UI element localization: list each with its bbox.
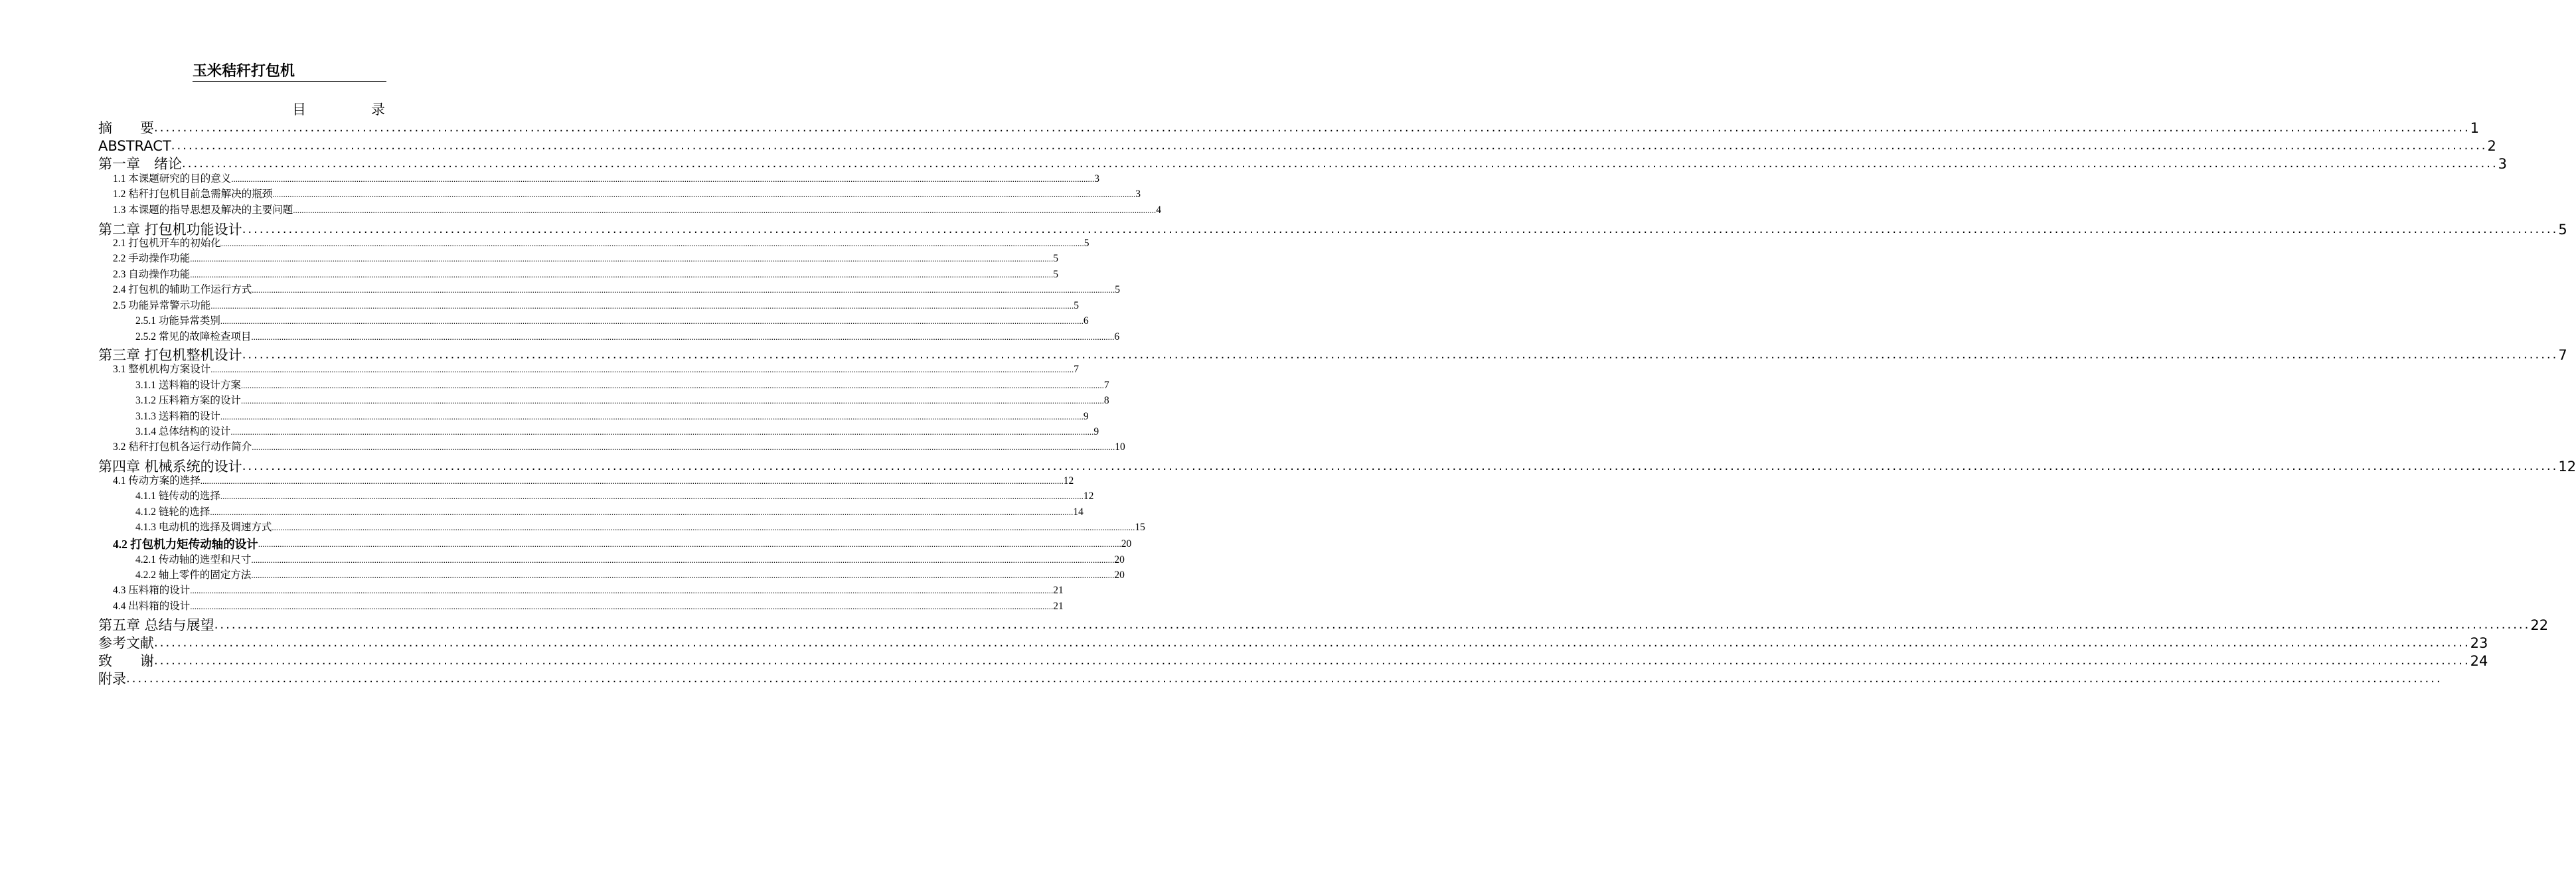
toc-page-number: 3 — [1135, 188, 1141, 200]
toc-entry-label: 4.4 出料箱的设计 — [113, 601, 191, 612]
toc-dot-leader: ................................................................................................................................................................................................................................................................................................................................................................................................................ — [190, 601, 1054, 611]
toc-dot-leader: ................................................................................................................................................................................................................................................................................................................................................................................................................ — [220, 411, 1084, 421]
toc-entry-label: 3.1 整机机构方案设计 — [113, 364, 211, 375]
toc-entry-label: 第五章 总结与展望 — [98, 617, 214, 633]
toc-page-number: 20 — [1121, 538, 1132, 550]
toc-entry-label: 第三章 打包机整机设计 — [98, 347, 242, 363]
toc-entry-label: 4.2.2 轴上零件的固定方法 — [135, 569, 252, 581]
toc-dot-leader: ................................................................................................................................................................................................................................................................................................................................................................................................................ — [190, 254, 1054, 263]
toc-entry-label: 1.2 秸秆打包机目前急需解决的瓶颈 — [113, 188, 273, 200]
toc-page-number: 23 — [2470, 635, 2488, 651]
document-title: 玉米秸秆打包机 — [193, 61, 386, 82]
toc-dot-leader: ................................................................................................................................................................................................................................................................................................................................................................................................................ — [251, 570, 1115, 580]
toc-entry[interactable] — [113, 538, 1132, 551]
toc-page-number: 5 — [1084, 238, 1089, 249]
toc-page-number: 7 — [1074, 364, 1080, 375]
toc-entry-label: 2.5.2 常见的故障检查项目 — [135, 331, 252, 342]
toc-heading-left: 目 — [292, 102, 306, 117]
toc-page-number: 14 — [1073, 506, 1084, 518]
toc-entry[interactable] — [98, 617, 2549, 634]
toc-dot-leader: ................................................................................................................................................................................................................................................................................................................................................................................................................ — [272, 522, 1135, 532]
toc-entry[interactable] — [113, 441, 1125, 454]
toc-dot-leader: ................................................................................................................................................................................................................................................................................................................................................................................................................ — [252, 285, 1115, 295]
toc-dot-leader: ................................................................................................................................................................................................................................................................................................................................................................................................................ — [242, 222, 2559, 236]
toc-entry[interactable] — [135, 569, 1125, 582]
toc-page-number: 6 — [1114, 331, 1120, 342]
toc-dot-leader: ................................................................................................................................................................................................................................................................................................................................................................................................................ — [214, 618, 2531, 632]
toc-page-number: 15 — [1135, 522, 1145, 533]
toc-entry-label: 第一章 绪论 — [98, 156, 182, 172]
toc-page-number: 7 — [1103, 380, 1109, 391]
toc-heading-right: 录 — [371, 102, 385, 117]
toc-entry[interactable] — [98, 155, 2508, 173]
toc-entry[interactable] — [98, 119, 2480, 137]
toc-entry-label: 第四章 机械系统的设计 — [98, 459, 242, 475]
toc-page-number: 5 — [2558, 222, 2567, 238]
toc-dot-leader: ................................................................................................................................................................................................................................................................................................................................................................................................................ — [210, 301, 1074, 311]
toc-page-number: 12 — [1083, 490, 1094, 502]
toc-entry-label: 3.2 秸秆打包机各运行动作简介 — [113, 441, 252, 453]
toc-dot-leader: ................................................................................................................................................................................................................................................................................................................................................................................................................ — [231, 174, 1095, 184]
toc-entry[interactable] — [135, 331, 1120, 344]
toc-entry[interactable] — [113, 475, 1074, 488]
toc-dot-leader: ................................................................................................................................................................................................................................................................................................................................................................................................................ — [251, 332, 1115, 342]
toc-dot-leader: ................................................................................................................................................................................................................................................................................................................................................................................................................ — [242, 459, 2559, 473]
toc-entry[interactable] — [113, 173, 1100, 186]
toc-entry-label: 1.3 本课题的指导思想及解决的主要问题 — [113, 204, 293, 216]
toc-dot-leader: ................................................................................................................................................................................................................................................................................................................................................................................................................ — [154, 654, 2470, 668]
toc-dot-leader: ................................................................................................................................................................................................................................................................................................................................................................................................................ — [126, 672, 2443, 686]
toc-entry[interactable] — [98, 137, 2496, 155]
toc-page-number: 1 — [2470, 120, 2480, 136]
toc-entry[interactable] — [135, 315, 1089, 328]
toc-page-number: 12 — [2558, 459, 2576, 475]
toc-page-number: 10 — [1115, 441, 1125, 453]
toc-entry[interactable] — [135, 506, 1084, 519]
toc-dot-leader: ................................................................................................................................................................................................................................................................................................................................................................................................................ — [240, 380, 1104, 390]
toc-entry[interactable] — [98, 221, 2567, 238]
toc-page-number: 20 — [1114, 569, 1125, 581]
toc-entry[interactable] — [113, 252, 1059, 265]
toc-entry-label: 4.2 打包机力矩传动轴的设计 — [113, 538, 258, 551]
toc-entry-label: 3.1.2 压料箱方案的设计 — [135, 395, 241, 406]
toc-entry-label: 4.1.2 链轮的选择 — [135, 506, 210, 518]
toc-entry[interactable] — [113, 204, 1162, 217]
toc-page-number: 9 — [1093, 426, 1099, 437]
toc-entry-label: 4.1 传动方案的选择 — [113, 475, 201, 486]
toc-entry[interactable] — [135, 394, 1109, 408]
toc-entry-label: ABSTRACT — [98, 138, 171, 154]
toc-dot-leader: ................................................................................................................................................................................................................................................................................................................................................................................................................ — [220, 238, 1084, 248]
toc-dot-leader: ................................................................................................................................................................................................................................................................................................................................................................................................................ — [182, 157, 2498, 171]
toc-entry[interactable] — [98, 458, 2576, 475]
toc-page-number: 21 — [1053, 585, 1064, 596]
toc-entry[interactable] — [98, 634, 2488, 652]
toc-page-number: 21 — [1053, 601, 1064, 612]
toc-dot-leader: ................................................................................................................................................................................................................................................................................................................................................................................................................ — [272, 189, 1136, 199]
toc-entry[interactable] — [135, 490, 1094, 503]
toc-entry[interactable] — [113, 283, 1121, 297]
toc-page-number: 5 — [1053, 253, 1059, 264]
toc-page-number: 22 — [2530, 617, 2549, 633]
toc-entry-label: 2.5 功能异常警示功能 — [113, 300, 211, 311]
toc-entry-label: 4.2.1 传动轴的选型和尺寸 — [135, 554, 252, 565]
toc-entry[interactable] — [135, 410, 1089, 423]
toc-entry[interactable] — [113, 363, 1080, 376]
toc-page-number: 8 — [1103, 395, 1109, 406]
toc-entry-label: 3.1.3 送料箱的设计 — [135, 411, 220, 422]
toc-page-number: 5 — [1115, 284, 1121, 295]
toc-entry[interactable] — [98, 670, 2443, 688]
toc-page-number: 20 — [1114, 554, 1125, 565]
toc-dot-leader: ................................................................................................................................................................................................................................................................................................................................................................................................................ — [190, 269, 1054, 279]
toc-entry[interactable] — [113, 237, 1089, 250]
toc-page-number: 6 — [1083, 315, 1089, 327]
toc-entry-label: 附录 — [98, 671, 126, 687]
toc-entry[interactable] — [113, 299, 1080, 313]
toc-dot-leader: ................................................................................................................................................................................................................................................................................................................................................................................................................ — [242, 348, 2559, 362]
toc-entry[interactable] — [98, 652, 2488, 670]
toc-entry-label: 2.3 自动操作功能 — [113, 269, 191, 280]
toc-entry[interactable] — [135, 554, 1125, 567]
toc-dot-leader: ................................................................................................................................................................................................................................................................................................................................................................................................................ — [210, 364, 1074, 374]
toc-dot-leader: ................................................................................................................................................................................................................................................................................................................................................................................................................ — [220, 316, 1084, 326]
toc-dot-leader: ................................................................................................................................................................................................................................................................................................................................................................................................................ — [154, 636, 2470, 650]
toc-entry[interactable] — [135, 521, 1145, 534]
toc-entry-label: 2.1 打包机开车的初始化 — [113, 238, 221, 249]
toc-entry-label: 1.1 本课题研究的目的意义 — [113, 173, 232, 185]
toc-entry-label: 2.2 手动操作功能 — [113, 253, 191, 264]
toc-page-number: 2 — [2487, 138, 2496, 154]
toc-dot-leader: ................................................................................................................................................................................................................................................................................................................................................................................................................ — [210, 507, 1074, 517]
toc-entry[interactable] — [98, 346, 2567, 364]
toc-dot-leader: ................................................................................................................................................................................................................................................................................................................................................................................................................ — [258, 539, 1121, 549]
toc-entry-label: 4.3 压料箱的设计 — [113, 585, 191, 596]
toc-entry[interactable] — [113, 600, 1064, 613]
toc-page-number: 3 — [2498, 156, 2508, 172]
toc-page-number: 5 — [1053, 269, 1059, 280]
toc-page-number: 7 — [2558, 347, 2567, 363]
toc-page-number: 3 — [1094, 173, 1100, 185]
toc-entry[interactable] — [113, 188, 1141, 201]
toc-dot-leader: ................................................................................................................................................................................................................................................................................................................................................................................................................ — [220, 491, 1084, 501]
toc-entry-label: 2.5.1 功能异常类别 — [135, 315, 220, 327]
toc-entry-label: 4.1.3 电动机的选择及调速方式 — [135, 522, 272, 533]
toc-dot-leader: ................................................................................................................................................................................................................................................................................................................................................................................................................ — [200, 476, 1064, 486]
toc-dot-leader: ................................................................................................................................................................................................................................................................................................................................................................................................................ — [230, 427, 1094, 437]
toc-page-number: 4 — [1156, 204, 1162, 216]
toc-entry[interactable] — [135, 379, 1109, 392]
toc-entry-label: 3.1.4 总体结构的设计 — [135, 426, 231, 437]
toc-dot-leader: ................................................................................................................................................................................................................................................................................................................................................................................................................ — [293, 205, 1157, 215]
toc-dot-leader: ................................................................................................................................................................................................................................................................................................................................................................................................................ — [240, 396, 1104, 406]
toc-page-number: 5 — [1074, 300, 1080, 311]
toc-dot-leader: ................................................................................................................................................................................................................................................................................................................................................................................................................ — [190, 585, 1054, 595]
toc-page-number: 9 — [1083, 411, 1089, 422]
toc-entry[interactable] — [135, 425, 1099, 439]
toc-entry[interactable] — [113, 268, 1059, 281]
toc-entry-label: 4.1.1 链传动的选择 — [135, 490, 220, 502]
toc-entry-label: 2.4 打包机的辅助工作运行方式 — [113, 284, 252, 295]
toc-dot-leader: ................................................................................................................................................................................................................................................................................................................................................................................................................ — [154, 121, 2470, 135]
toc-page-number: 12 — [1063, 475, 1074, 486]
toc-entry-label: 摘 要 — [98, 120, 154, 136]
toc-page-number: 24 — [2470, 653, 2488, 669]
toc-entry-label: 第二章 打包机功能设计 — [98, 222, 242, 238]
toc-entry-label: 参考文献 — [98, 635, 154, 651]
toc-dot-leader: ................................................................................................................................................................................................................................................................................................................................................................................................................ — [171, 139, 2488, 153]
toc-dot-leader: ................................................................................................................................................................................................................................................................................................................................................................................................................ — [251, 555, 1115, 565]
toc-entry[interactable] — [113, 584, 1064, 597]
toc-dot-leader: ................................................................................................................................................................................................................................................................................................................................................................................................................ — [252, 442, 1115, 452]
toc-entry-label: 3.1.1 送料箱的设计方案 — [135, 380, 241, 391]
toc-entry-label: 致 谢 — [98, 653, 154, 669]
